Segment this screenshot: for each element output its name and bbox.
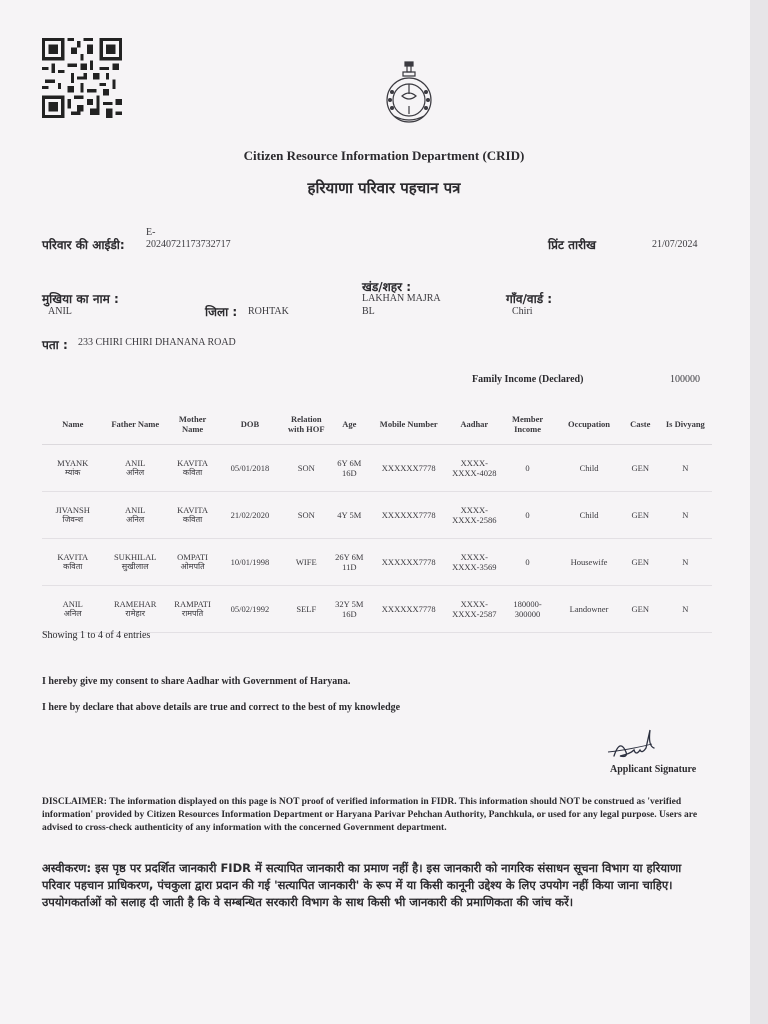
- family-members-table: [42, 404, 712, 633]
- family-id-label: परिवार की आईडी:: [42, 238, 125, 252]
- cell-dob: 21/02/2020: [218, 492, 282, 539]
- cell-mother: OMPATI ओमपति: [167, 539, 218, 586]
- cell-father: SUKHILAL सुखीलाल: [103, 539, 167, 586]
- cell-income: 0: [499, 539, 556, 586]
- cell-mother: KAVITA कविता: [167, 445, 218, 492]
- col-relation: Relation with HOF: [282, 404, 331, 445]
- cell-divyang: N: [659, 539, 712, 586]
- col-mother-name: Mother Name: [167, 404, 218, 445]
- cell-occupation: Landowner: [556, 586, 622, 633]
- col-occupation: Occupation: [556, 404, 622, 445]
- family-id-prefix: E-: [146, 227, 156, 238]
- col-father-name: Father Name: [103, 404, 167, 445]
- cell-mobile: XXXXXX7778: [368, 492, 450, 539]
- col-mobile: Mobile Number: [368, 404, 450, 445]
- cell-relation: SON: [282, 492, 331, 539]
- table-row: [42, 445, 712, 492]
- cell-divyang: N: [659, 586, 712, 633]
- district-label: जिला :: [205, 305, 238, 319]
- declaration-statement: I here by declare that above details are true and correct to the best of my knowledge: [42, 702, 401, 713]
- cell-caste: GEN: [622, 492, 659, 539]
- handwritten-signature: [600, 722, 680, 766]
- district-value: ROHTAK: [248, 306, 289, 317]
- col-name: Name: [42, 404, 103, 445]
- cell-aadhar: XXXX-XXXX-2587: [450, 586, 499, 633]
- cell-income: 0: [499, 492, 556, 539]
- department-title: Citizen Resource Information Department (CRID): [243, 148, 525, 163]
- cell-caste: GEN: [622, 539, 659, 586]
- cell-aadhar: XXXX-XXXX-4028: [450, 445, 499, 492]
- cell-father: RAMEHAR रामेहार: [103, 586, 167, 633]
- family-income-value: 100000: [670, 374, 700, 385]
- cell-mobile: XXXXXX7778: [368, 586, 450, 633]
- address-label: पता :: [42, 338, 68, 352]
- cell-dob: 05/02/1992: [218, 586, 282, 633]
- cell-mother: RAMPATI रामपति: [167, 586, 218, 633]
- table-row: [42, 539, 712, 586]
- col-member-income: Member Income: [499, 404, 556, 445]
- col-caste: Caste: [622, 404, 659, 445]
- family-income-label: Family Income (Declared): [472, 374, 584, 385]
- cell-occupation: Child: [556, 492, 622, 539]
- cell-name: MYANK म्यांक: [42, 445, 103, 492]
- block-value-2: BL: [362, 306, 375, 317]
- cell-aadhar: XXXX-XXXX-2586: [450, 492, 499, 539]
- cell-father: ANIL अनिल: [103, 492, 167, 539]
- cell-aadhar: XXXX-XXXX-3569: [450, 539, 499, 586]
- cell-name: KAVITA कविता: [42, 539, 103, 586]
- cell-dob: 10/01/1998: [218, 539, 282, 586]
- cell-caste: GEN: [622, 445, 659, 492]
- english-disclaimer: DISCLAIMER: The information displayed on this page is NOT proof of verified information in FIDR. This information should NOT be construed as 'verified information' provided by Citizen Resources Information Department or Haryana Parivar Pehchan Authority, Panchkula, or used for any legal purpose. Users are advised to cross-check authenticity of any information with the concerned Government department.: [42, 797, 698, 833]
- cell-mobile: XXXXXX7778: [368, 445, 450, 492]
- cell-name: ANIL अनिल: [42, 586, 103, 633]
- cell-age: 6Y 6M 16D: [331, 445, 368, 492]
- qr-code-icon: [42, 38, 122, 118]
- head-value: ANIL: [48, 306, 72, 317]
- cell-dob: 05/01/2018: [218, 445, 282, 492]
- cell-income: 180000-300000: [499, 586, 556, 633]
- block-value-1: LAKHAN MAJRA: [362, 293, 441, 304]
- cell-relation: SON: [282, 445, 331, 492]
- table-header-row: [42, 404, 712, 445]
- cell-divyang: N: [659, 492, 712, 539]
- table-entries-info: Showing 1 to 4 of 4 entries: [42, 630, 151, 641]
- print-date-label: प्रिंट तारीख: [548, 238, 596, 252]
- col-aadhar: Aadhar: [450, 404, 499, 445]
- cell-name: JIVANSH जिवन्श: [42, 492, 103, 539]
- table-row: [42, 586, 712, 633]
- document-subtitle: हरियाणा परिवार पहचान पत्र: [307, 179, 461, 197]
- cell-mobile: XXXXXX7778: [368, 539, 450, 586]
- cell-age: 4Y 5M: [331, 492, 368, 539]
- hindi-disclaimer: अस्वीकरण: इस पृष्ठ पर प्रदर्शित जानकारी FIDR में सत्यापित जानकारी का प्रमाण नहीं है। इस जानकारी को नागरिक संसाधन सूचना विभाग या हरियाणा परिवार पहचान प्राधिकरण, पंचकुला द्वारा प्रदान की गई 'सत्यापित जानकारी' के रूप में या किसी कानूनी उद्देश्य के लिए उपयोग नहीं किया जाना चाहिए। उपयोगकर्ताओं को सलाह दी जाती है कि वे सम्बन्धित सरकारी विभाग के साथ किसी भी जानकारी की प्रमाणिकता की जांच करें।: [42, 861, 682, 909]
- print-date-value: 21/07/2024: [652, 239, 698, 250]
- cell-mother: KAVITA कविता: [167, 492, 218, 539]
- cell-age: 32Y 5M 16D: [331, 586, 368, 633]
- cell-income: 0: [499, 445, 556, 492]
- cell-divyang: N: [659, 445, 712, 492]
- address-value: 233 CHIRI CHIRI DHANANA ROAD: [78, 337, 236, 348]
- cell-relation: WIFE: [282, 539, 331, 586]
- family-id-value: 20240721173732717: [146, 239, 231, 250]
- block-label: खंड/शहर :: [362, 280, 412, 294]
- table-row: [42, 492, 712, 539]
- cell-caste: GEN: [622, 586, 659, 633]
- cell-age: 26Y 6M 11D: [331, 539, 368, 586]
- cell-relation: SELF: [282, 586, 331, 633]
- village-value: Chiri: [512, 306, 533, 317]
- col-age: Age: [331, 404, 368, 445]
- village-label: गाँव/वार्ड :: [506, 292, 553, 306]
- haryana-emblem-icon: [380, 56, 438, 126]
- consent-statement: I hereby give my consent to share Aadhar with Government of Haryana.: [42, 676, 351, 687]
- cell-father: ANIL अनिल: [103, 445, 167, 492]
- head-label: मुखिया का नाम :: [42, 292, 119, 306]
- cell-occupation: Housewife: [556, 539, 622, 586]
- col-dob: DOB: [218, 404, 282, 445]
- cell-occupation: Child: [556, 445, 622, 492]
- col-is-divyang: Is Divyang: [659, 404, 712, 445]
- applicant-signature-label: Applicant Signature: [610, 764, 697, 775]
